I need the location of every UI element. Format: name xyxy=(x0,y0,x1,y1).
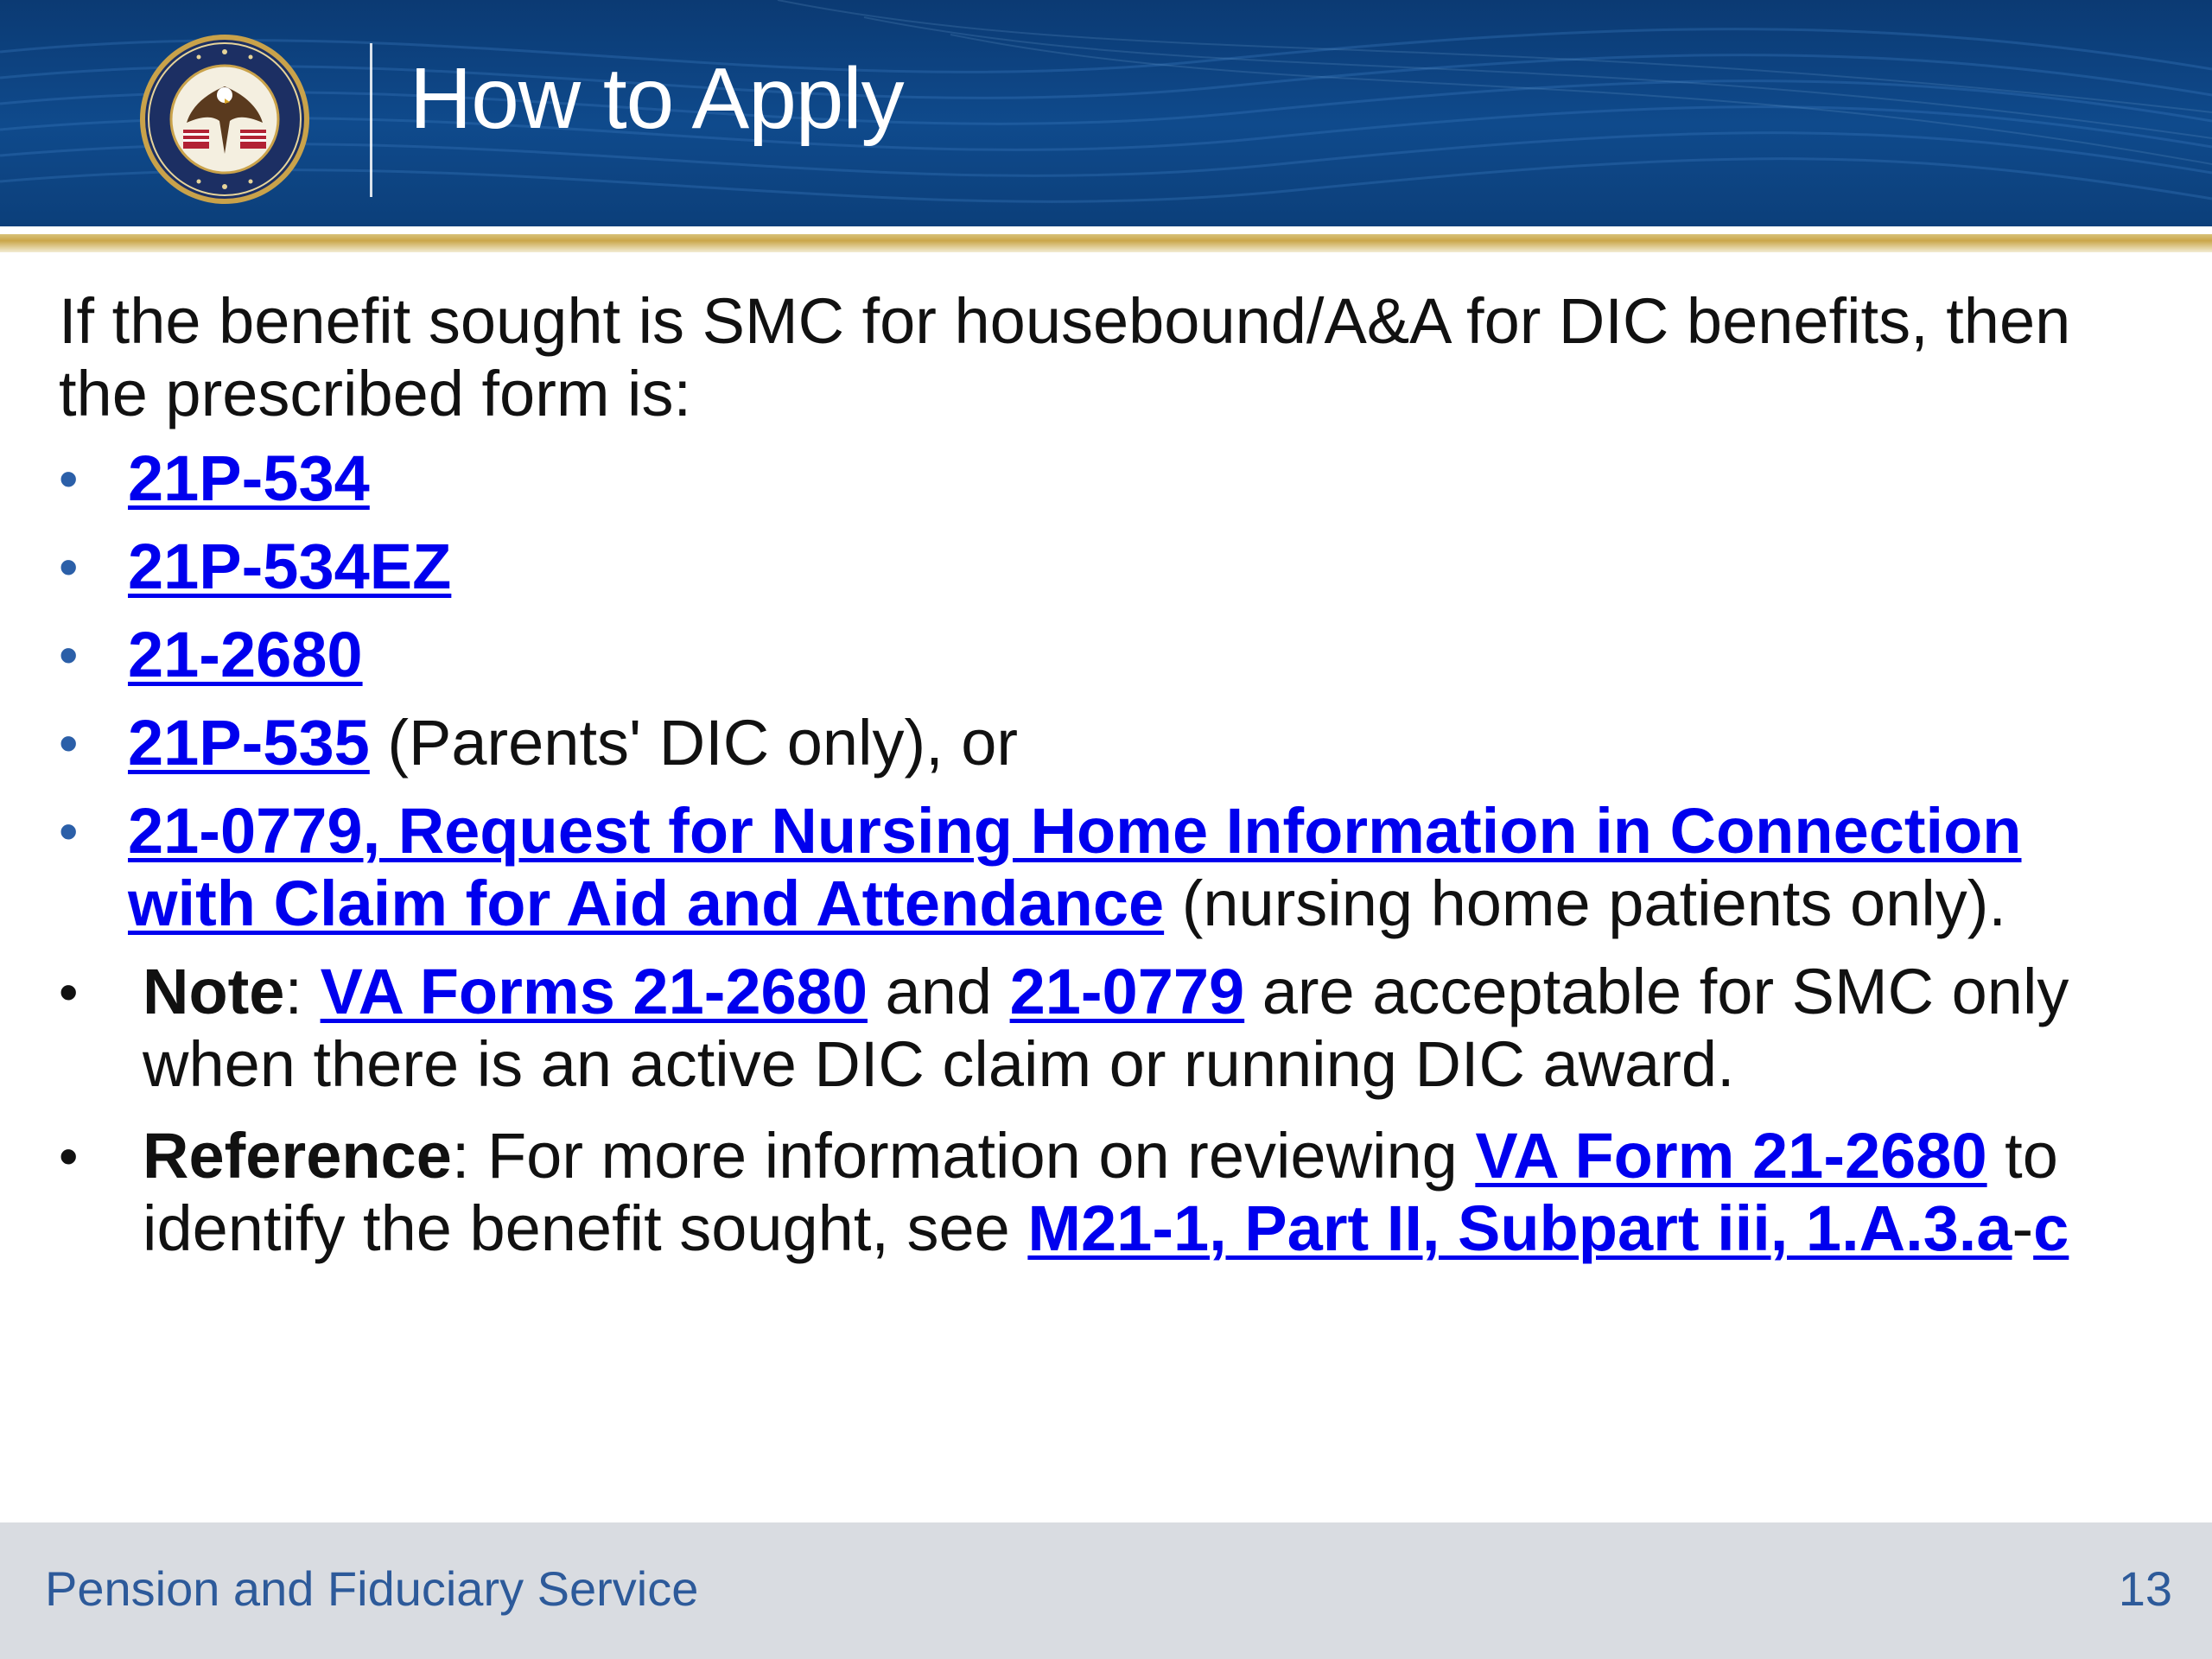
reference-link-va-form-21-2680[interactable]: VA Form 21-2680 xyxy=(1475,1120,1987,1192)
reference-intro-text: : For more information on reviewing xyxy=(451,1120,1476,1192)
slide-header xyxy=(0,0,2212,226)
intro-text: If the benefit sought is SMC for housebound/A&A for DIC benefits, then the prescribed form is: xyxy=(59,285,2071,429)
note-link-va-forms-21-2680[interactable]: VA Forms 21-2680 xyxy=(320,956,868,1027)
header-divider xyxy=(370,43,372,197)
slide-title: How to Apply xyxy=(410,50,904,147)
slide-content xyxy=(59,285,2133,1284)
form-link-21-0779[interactable]: 21-0779, Request for Nursing Home Information in Connection with Claim for Aid and Attendance xyxy=(128,795,2022,939)
reference-item xyxy=(59,1120,2133,1265)
list-item xyxy=(59,795,2133,940)
bullet-icon: • xyxy=(59,448,79,510)
form-link-21p-534[interactable]: 21P-534 xyxy=(128,442,370,514)
reference-dash: - xyxy=(2012,1192,2034,1264)
bullet-icon: • xyxy=(59,1125,79,1187)
bullet-icon: • xyxy=(59,624,79,686)
forms-list xyxy=(59,442,2133,940)
gold-rule xyxy=(0,226,2212,252)
note-separator: : xyxy=(284,956,321,1027)
list-item xyxy=(59,707,2133,779)
note-link-21-0779[interactable]: 21-0779 xyxy=(1009,956,1245,1027)
list-item-suffix: (Parents' DIC only), or xyxy=(369,707,1019,779)
form-link-21p-534ez[interactable]: 21P-534EZ xyxy=(128,531,452,602)
form-link-21-2680[interactable]: 21-2680 xyxy=(128,619,363,690)
reference-link-c[interactable]: c xyxy=(2033,1192,2069,1264)
reference-mid-text: to identify the benefit sought, see xyxy=(143,1120,2058,1264)
notes-list xyxy=(59,956,2133,1265)
footer-org-name: Pension and Fiduciary Service xyxy=(45,1561,699,1616)
list-item-suffix: (nursing home patients only). xyxy=(1164,868,2006,939)
bullet-icon: • xyxy=(59,536,79,598)
bullet-icon: • xyxy=(59,712,79,774)
page-number: 13 xyxy=(2118,1561,2172,1616)
list-item xyxy=(59,442,2133,515)
note-tail-text: are acceptable for SMC only when there is an active DIC claim or running DIC award. xyxy=(143,956,2069,1100)
slide-footer xyxy=(0,1522,2212,1659)
note-label: Note xyxy=(143,956,285,1027)
list-item xyxy=(59,531,2133,603)
list-item xyxy=(59,619,2133,691)
reference-label: Reference xyxy=(143,1120,452,1192)
note-item xyxy=(59,956,2133,1101)
bullet-icon: • xyxy=(59,800,79,862)
wave-pattern xyxy=(0,0,2212,226)
va-seal-icon xyxy=(138,33,311,206)
note-mid-text: and xyxy=(868,956,1010,1027)
reference-link-m21-1[interactable]: M21-1, Part II, Subpart iii, 1.A.3.a xyxy=(1027,1192,2012,1264)
bullet-icon: • xyxy=(59,961,79,1023)
form-link-21p-535[interactable]: 21P-535 xyxy=(128,707,370,779)
